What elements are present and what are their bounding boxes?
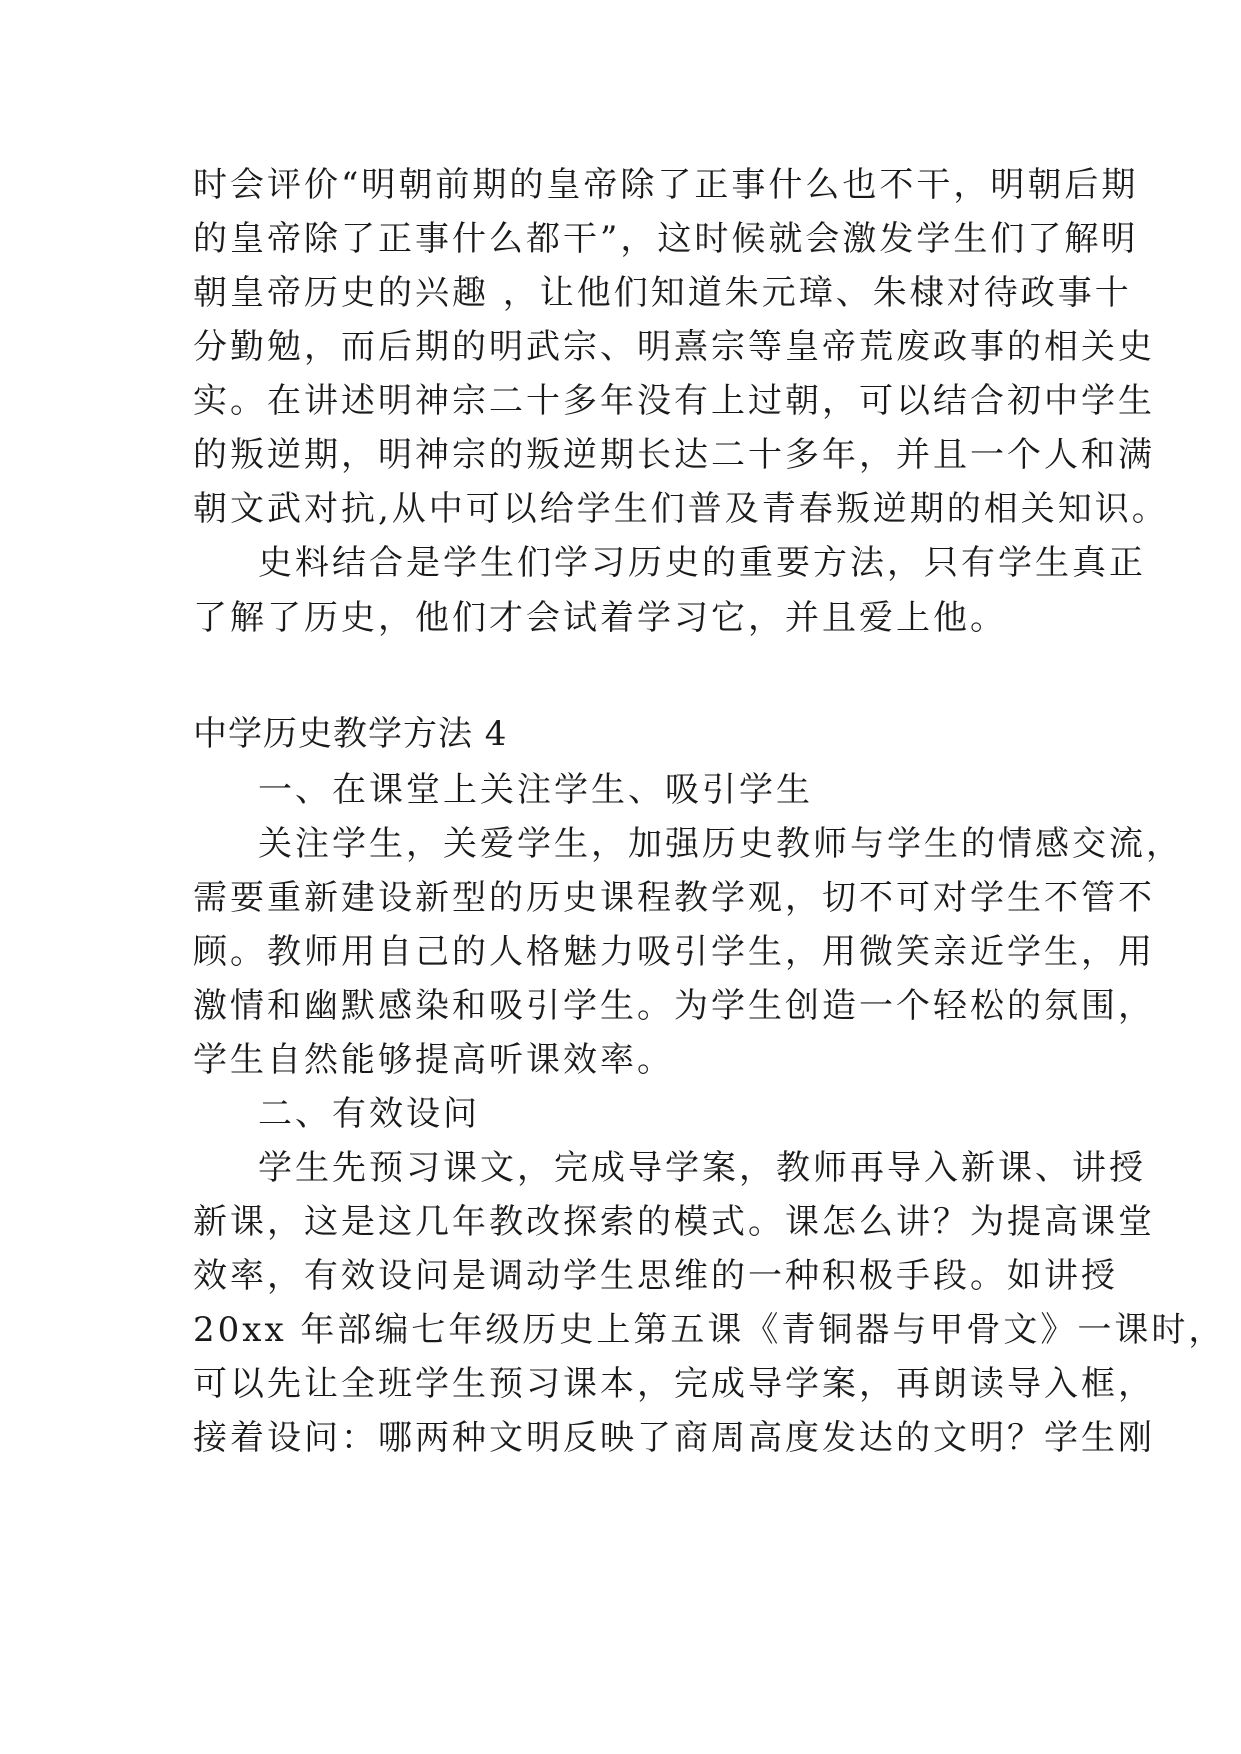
paragraph-1-line-4: 分勤勉，而后期的明武宗、明熹宗等皇帝荒废政事的相关史	[193, 327, 1155, 367]
heading-1: 一、在课堂上关注学生、吸引学生	[258, 770, 813, 810]
paragraph-1-line-7: 朝文武对抗,从中可以给学生们普及青春叛逆期的相关知识。	[193, 489, 1169, 529]
paragraph-2-line-1: 史料结合是学生们学习历史的重要方法，只有学生真正	[258, 543, 1146, 583]
paragraph-4-line-3: 效率，有效设问是调动学生思维的一种积极手段。如讲授	[193, 1256, 1118, 1296]
paragraph-1-line-5: 实。在讲述明神宗二十多年没有上过朝，可以结合初中学生	[193, 381, 1155, 421]
paragraph-1-line-1: 时会评价“明朝前期的皇帝除了正事什么也不干，明朝后期	[193, 165, 1139, 205]
paragraph-1-line-2: 的皇帝除了正事什么都干”，这时候就会激发学生们了解明	[193, 219, 1139, 259]
section-title: 中学历史教学方法 4	[193, 714, 508, 754]
paragraph-3-line-2: 需要重新建设新型的历史课程教学观，切不可对学生不管不	[193, 878, 1155, 918]
heading-2: 二、有效设问	[258, 1094, 480, 1134]
paragraph-4-line-1: 学生先预习课文，完成导学案，教师再导入新课、讲授	[258, 1148, 1146, 1188]
paragraph-1-line-3: 朝皇帝历史的兴趣 ，让他们知道朱元璋、朱棣对待政事十	[193, 273, 1132, 313]
paragraph-3-line-5: 学生自然能够提高听课效率。	[193, 1040, 674, 1080]
paragraph-2-line-2: 了解了历史，他们才会试着学习它，并且爱上他。	[193, 598, 1007, 638]
paragraph-3-line-3: 顾。教师用自己的人格魅力吸引学生，用微笑亲近学生，用	[193, 932, 1155, 972]
paragraph-3-line-1: 关注学生，关爱学生，加强历史教师与学生的情感交流，	[258, 824, 1183, 864]
paragraph-4-line-5: 可以先让全班学生预习课本，完成导学案，再朗读导入框，	[193, 1364, 1155, 1404]
paragraph-1-line-6: 的叛逆期，明神宗的叛逆期长达二十多年，并且一个人和满	[193, 435, 1155, 475]
paragraph-4-line-2: 新课，这是这几年教改探索的模式。课怎么讲？为提高课堂	[193, 1202, 1155, 1242]
paragraph-3-line-4: 激情和幽默感染和吸引学生。为学生创造一个轻松的氛围，	[193, 986, 1155, 1026]
paragraph-4-line-6: 接着设问：哪两种文明反映了商周高度发达的文明？学生刚	[193, 1418, 1155, 1458]
paragraph-4-line-4: 20xx 年部编七年级历史上第五课《青铜器与甲骨文》一课时，	[193, 1310, 1226, 1350]
